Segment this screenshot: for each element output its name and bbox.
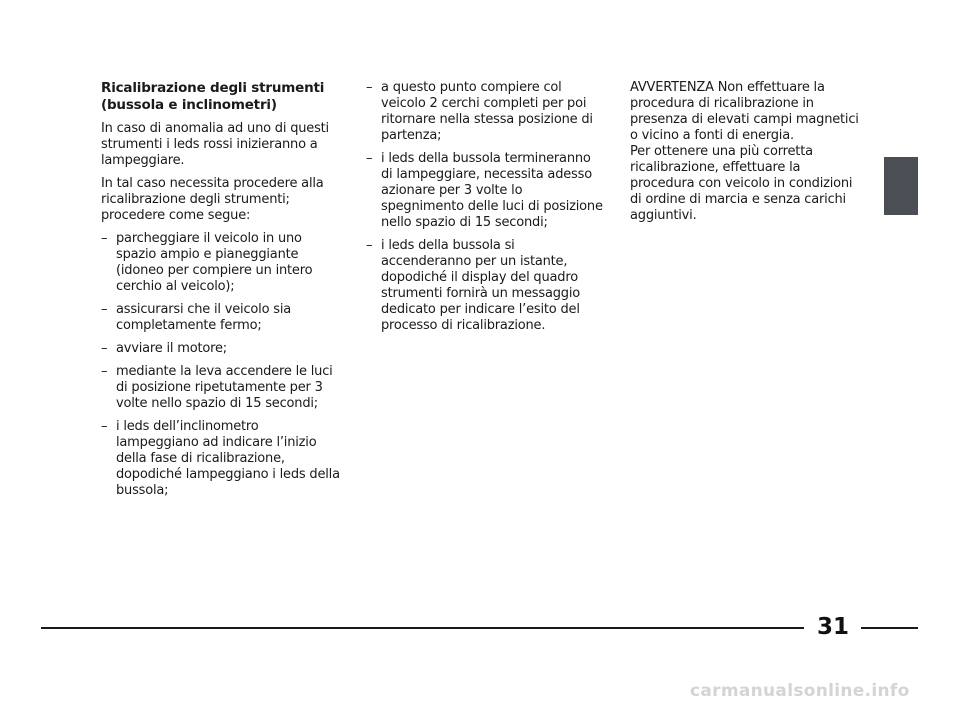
procedure-steps-list-1	[101, 231, 341, 499]
list-item	[101, 302, 341, 334]
procedure-steps-list-2	[366, 80, 606, 334]
bullet-dash: –	[366, 151, 373, 166]
column-left	[101, 80, 341, 506]
list-item	[101, 419, 341, 499]
procedure-paragraph: In tal caso necessita procedere alla ricalibrazione degli strumenti; procedere come segue:	[101, 176, 324, 223]
list-item	[101, 364, 341, 412]
bullet-dash: –	[366, 80, 373, 95]
bullet-dash: –	[101, 302, 108, 317]
step-text: avviare il motore;	[116, 341, 227, 356]
bullet-dash: –	[101, 341, 108, 356]
list-item	[366, 80, 606, 144]
bullet-dash: –	[101, 231, 108, 246]
section-tab-marker	[884, 157, 918, 215]
list-item	[101, 341, 341, 357]
watermark-logo: carmanualsonline.info	[690, 681, 910, 701]
page-number: 31	[816, 614, 849, 640]
warning-text-2: Per ottenere una più corretta ricalibrazione, effettuare la procedura con veicolo in condizioni di ordine di marcia e senza carichi aggiuntivi.	[630, 144, 853, 223]
step-text: mediante la leva accendere le luci di posizione ripetutamente per 3 volte nello spazio di 15 secondi;	[116, 364, 333, 411]
bullet-dash: –	[366, 238, 373, 253]
list-item	[366, 238, 606, 334]
footer-rule-left	[41, 627, 804, 629]
column-right	[630, 80, 865, 224]
list-item	[366, 151, 606, 231]
intro-paragraph: In caso di anomalia ad uno di questi strumenti i leds rossi inizieranno a lampeggiare.	[101, 121, 329, 168]
bullet-dash: –	[101, 419, 108, 434]
bullet-dash: –	[101, 364, 108, 379]
step-text: parcheggiare il veicolo in uno spazio ampio e pianeggiante (idoneo per compiere un intero cerchio al veicolo);	[116, 231, 313, 294]
list-item	[101, 231, 341, 295]
step-text: i leds della bussola termineranno di lampeggiare, necessita adesso azionare per 3 volte lo spegnimento delle luci di posizione nello spazio di 15 secondi;	[381, 151, 603, 230]
step-text: i leds dell’inclinometro lampeggiano ad indicare l’inizio della fase di ricalibrazione, dopodiché lampeggiano i leds della bussola;	[116, 419, 340, 498]
warning-text: AVVERTENZA Non effettuare la procedura di ricalibrazione in presenza di elevati campi magnetici o vicino a fonti di energia.	[630, 80, 859, 143]
section-heading: Ricalibrazione degli strumenti (bussola e inclinometri)	[101, 80, 325, 113]
step-text: a questo punto compiere col veicolo 2 cerchi completi per poi ritornare nella stessa posizione di partenza;	[381, 80, 593, 143]
step-text: i leds della bussola si accenderanno per un istante, dopodiché il display del quadro strumenti fornirà un messaggio dedicato per indicare l’esito del processo di ricalibrazione.	[381, 238, 580, 333]
footer-rule-right	[861, 627, 918, 629]
warning-note	[630, 80, 865, 224]
column-middle	[366, 80, 606, 341]
step-text: assicurarsi che il veicolo sia completamente fermo;	[116, 302, 292, 333]
